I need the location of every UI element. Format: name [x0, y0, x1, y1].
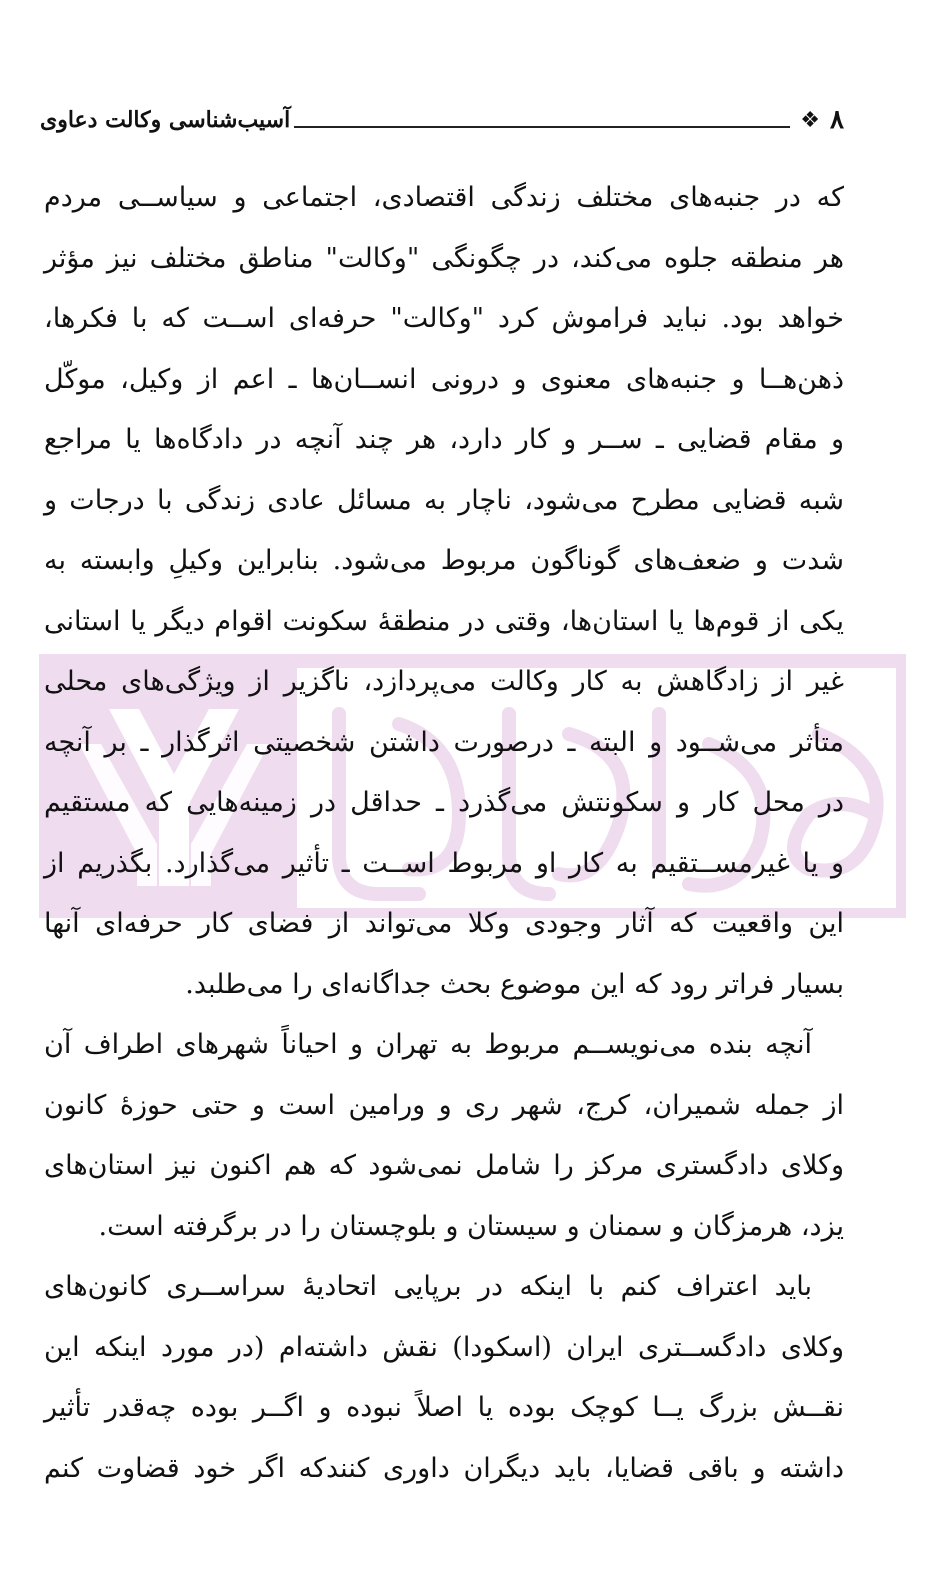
- text-line: غیر از زادگاهش به کار وکالت می‌پردازد، ناگزیر از ویژگی‌های محلی: [44, 666, 844, 697]
- text-line: وکلای دادگستری مرکز را شامل نمی‌شود که هم اکنون نیز استان‌های: [44, 1150, 844, 1181]
- text-line: شبه قضایی مطرح می‌شود، ناچار به مسائل عادی زندگی با درجات و: [44, 484, 844, 516]
- text-line: یزد، هرمزگان و سمنان و سیستان و بلوچستان را در برگرفته است.: [98, 1210, 844, 1242]
- text-line: این واقعیت که آثار وجودی وکلا می‌تواند از فضای کار حرفه‌ای آنها: [44, 908, 844, 939]
- paragraph: [44, 1257, 844, 1499]
- text-line: و یا غیرمســتقیم به کار او مربوط اســت ـ تأثیر می‌گذارد. بگذریم از: [44, 847, 844, 879]
- body-text: [44, 168, 844, 1499]
- text-line: بسیار فراتر رود که این موضوع بحث جداگانه‌ای را می‌طلبد.: [185, 968, 844, 1000]
- text-line: متأثر می‌شــود و البته ـ درصورت داشتن شخصیتی اثرگذار ـ بر آنچه: [44, 726, 844, 758]
- text-line: هر منطقه جلوه می‌کند، در چگونگی "وکالت" مناطق مختلف نیز مؤثر: [44, 242, 844, 274]
- text-line: یکی از قوم‌ها یا استان‌ها، وقتی در منطقهٔ سکونت اقوام دیگر یا استانی: [44, 605, 844, 637]
- ornament-icon: ❖: [800, 107, 821, 133]
- text-line: شدت و ضعف‌های گوناگون مربوط می‌شود. بنابراین وکیلِ وابسته به: [44, 545, 844, 576]
- text-line: آنچه بنده می‌نویســم مربوط به تهران و احیاناً شهرهای اطراف آن: [44, 1029, 812, 1060]
- text-line: که در جنبه‌های مختلف زندگی اقتصادی، اجتماعی و سیاســی مردم: [44, 182, 844, 213]
- paragraph: [44, 168, 844, 1015]
- text-line: داشته و باقی قضایا، باید دیگران داوری کنندکه اگر خود قضاوت کنم: [44, 1452, 844, 1484]
- text-line: در محل کار و سکونتش می‌گذرد ـ حداقل در زمینه‌هایی که مستقیم: [44, 787, 844, 818]
- running-header: [40, 100, 844, 140]
- page-number: ۸: [830, 105, 844, 135]
- running-title: آسیب‌شناسی وکالت دعاوی: [40, 107, 291, 133]
- paragraph: [44, 1015, 844, 1257]
- text-line: وکلای دادگســتری ایران (اسکودا) نقش داشته‌ام (در مورد اینکه این: [44, 1331, 844, 1363]
- text-line: نقــش بزرگ یــا کوچک بوده یا اصلاً نبوده و اگــر بوده چه‌قدر تأثیر: [44, 1392, 844, 1423]
- text-line: از جمله شمیران، کرج، شهر ری و ورامین است و حتی حوزهٔ کانون: [44, 1089, 844, 1121]
- text-line: ذهن‌هــا و جنبه‌های معنوی و درونی انســان‌ها ـ اعم از وکیل، موکّل: [44, 363, 844, 395]
- text-line: باید اعتراف کنم با اینکه در برپایی اتحادیهٔ سراســری کانون‌های: [44, 1271, 812, 1302]
- text-line: خواهد بود. نباید فراموش کرد "وکالت" حرفه‌ای اســت که با فکرها،: [44, 303, 844, 334]
- header-rule: [294, 126, 790, 128]
- text-line: و مقام قضایی ـ ســر و کار دارد، هر چند آنچه در دادگاه‌ها یا مراجع: [44, 424, 844, 455]
